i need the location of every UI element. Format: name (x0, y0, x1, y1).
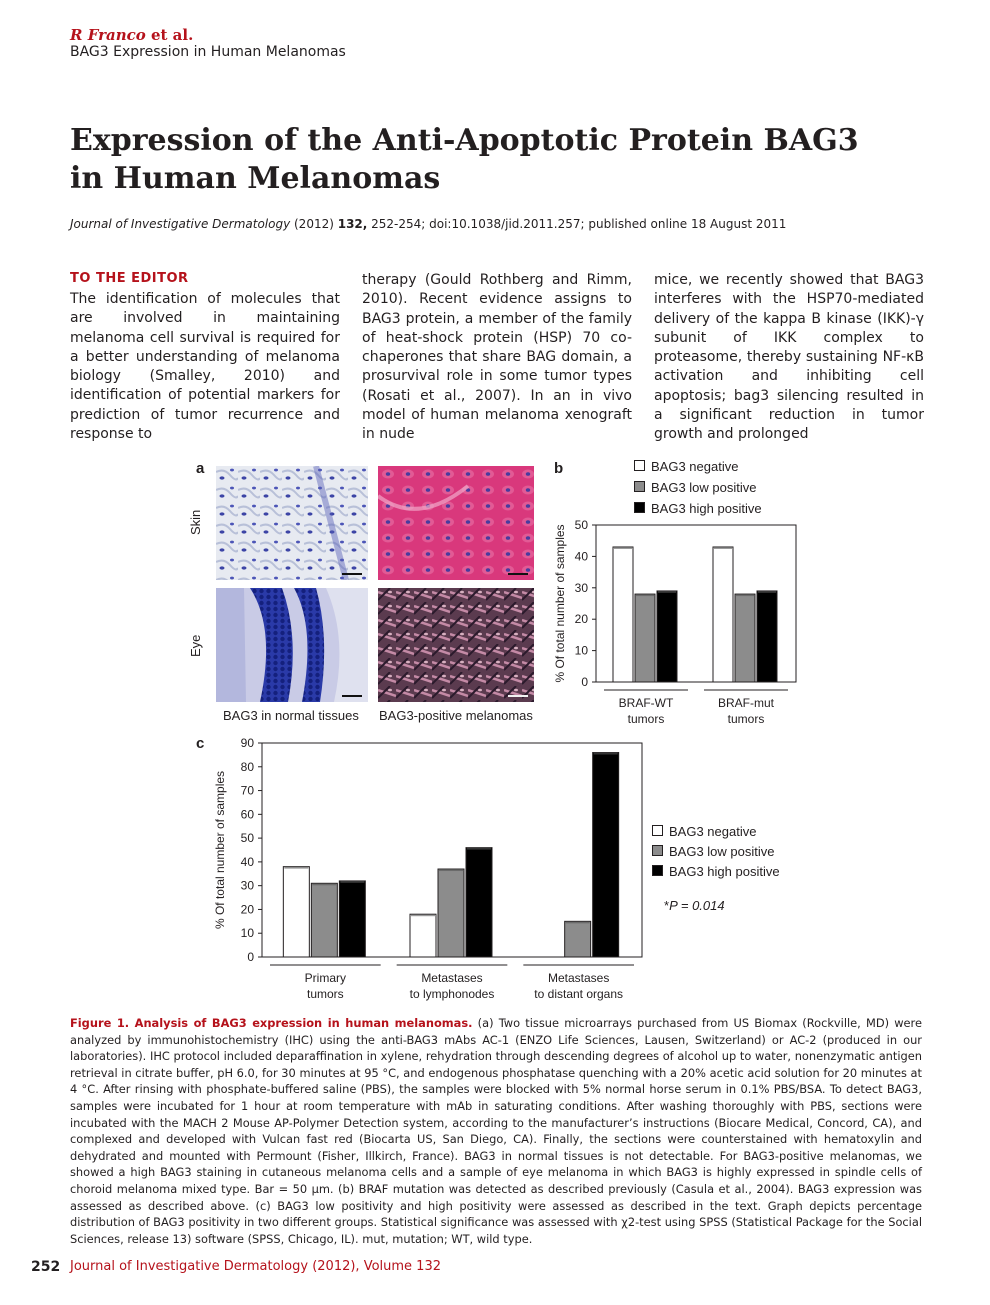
legend-swatch-negative (652, 825, 663, 836)
legend-c-high: BAG3 high positive (652, 864, 780, 879)
bar-top-shade (594, 753, 618, 755)
category-label: BRAF-WT (618, 696, 674, 710)
bar-bag3-high-positive (593, 753, 619, 957)
running-title: BAG3 Expression in Human Melanomas (70, 44, 346, 60)
bar-bag3-low-positive (311, 883, 337, 957)
bar-bag3-low-positive (735, 594, 755, 682)
legend-swatch-low (652, 845, 663, 856)
legend-swatch-negative (634, 460, 645, 471)
y-tick-label: 0 (581, 675, 588, 689)
legend-swatch-high (652, 865, 663, 876)
y-tick-label: 50 (574, 518, 588, 532)
y-tick-label: 0 (247, 950, 254, 964)
citation-volume: 132, (337, 217, 368, 231)
y-tick-label: 60 (240, 807, 254, 822)
panel-b-letter: b (554, 460, 564, 477)
bar-top-shade (658, 591, 676, 593)
y-tick-label: 10 (240, 926, 254, 941)
y-tick-label: 30 (240, 878, 254, 893)
col-label-melanoma: BAG3-positive melanomas (379, 708, 533, 723)
legend-b-high: BAG3 high positive (634, 501, 762, 516)
y-axis-label: % Of total number of samples (553, 524, 567, 683)
legend-b-negative: BAG3 negative (634, 459, 738, 474)
y-tick-label: 30 (574, 580, 588, 595)
caption-text: (a) Two tissue microarrays purchased from US Biomax (Rockville, MD) were analyzed by immunohistochemistry (IHC) using the anti-BAG3 mAbs AC-1 (ENZO Life Sciences, Lausen, Switzerland) or AC-2 (produced in our laboratories). IHC protocol included deparaffination in xylene, rehydration through descending degrees of alcohol up to water, nonenzymatic antigen retrieval in citrate buffer, pH 6.0, for 30 minutes at 95 °C, and endogenous phosphatase quenching with a 20% acetic acid solution for 20 minutes at 4 °C. After rinsing with phosphate-buffered saline (PBS), the samples were blocked with 5% normal horse serum in 0.1% PBS/BSA. To detect BAG3, samples were incubated for 1 hour at room temperature with mAb in saturating conditions. After washing thoroughly with PBS, sections were incubated with the MACH 2 Mouse AP-Polymer Detection system, according to the manufacturer’s instructions (Biocare Medical, Concord, CA), and complexed and developed with Vulcan fast red (Biocarta US, San Diego, CA). Finally, the sections were counterstained with hematoxylin and dehydrated and mounted with Permount (Fisher, Illkirch, France). BAG3 in normal tissues is not detectable. For BAG3-positive melanomas, we showed a high BAG3 staining in cutaneous melanoma cells and a sample of eye melanoma in which BAG3 is highly expressed in spindle cells of choroid melanoma mixed type. Bar = 50 μm. (b) BRAF mutation was detected as described previously (Casula et al., 2004). BAG3 expression was assessed as described above. (c) BAG3 low positivity and high positivity were assessed as described in the text. Graph depicts percentage distribution of BAG3 positivity in two different groups. Statistical significance was assessed with χ2-test using SPSS (Statistical Package for the Social Sciences, release 13) software (SPSS, Chicago, IL). mut, mutation; WT, wild type. (70, 1016, 922, 1246)
citation-journal: Journal of Investigative Dermatology (70, 217, 291, 231)
bar-bag3-high-positive (466, 848, 492, 957)
footer-journal: Journal of Investigative Dermatology (2012), Volume 132 (70, 1259, 441, 1274)
bar-top-shade (758, 591, 776, 593)
body-column-3: mice, we recently showed that BAG3 interferes with the HSP70-mediated delivery of the kappa B kinase (IKK)-γ subunit of IKK complex to proteasome, thereby sustaining NF-κB activation and inhibiting cell apoptosis; bag3 silencing resulted in a significant reduction in tumor growth and prolonged (654, 272, 924, 443)
col-label-normal: BAG3 in normal tissues (223, 708, 359, 723)
micrograph-eye-melanoma (378, 588, 534, 702)
page-number: 252 (31, 1259, 61, 1275)
bar-bag3-negative (613, 547, 633, 682)
micrograph-skin-melanoma (378, 466, 534, 580)
y-tick-label: 70 (240, 783, 254, 798)
bar-bag3-high-positive (339, 881, 365, 957)
bar-bag3-high-positive (757, 591, 777, 682)
y-tick-label: 20 (574, 612, 588, 627)
legend-c-negative: BAG3 negative (652, 824, 756, 839)
legend-b-low: BAG3 low positive (634, 480, 757, 495)
bar-top-shade (566, 921, 590, 923)
bar-top-shade (467, 848, 491, 850)
caption-label: Figure 1. Analysis of BAG3 expression in human melanomas. (70, 1016, 473, 1030)
running-author: R Franco et al. (70, 26, 194, 44)
legend-swatch-low (634, 481, 645, 492)
y-tick-label: 20 (240, 902, 254, 917)
category-label: tumors (727, 712, 765, 726)
y-axis-label: % Of total number of samples (213, 770, 227, 930)
bar-bag3-low-positive (565, 921, 591, 957)
bar-bag3-high-positive (657, 591, 677, 682)
category-label: Metastases (547, 971, 610, 985)
bar-bag3-negative (410, 914, 436, 957)
y-tick-label: 40 (240, 854, 254, 869)
bar-top-shade (636, 594, 654, 596)
category-label: to lymphonodes (409, 987, 495, 1001)
bar-top-shade (312, 883, 336, 885)
category-label: tumors (306, 987, 344, 1001)
bar-top-shade (614, 547, 632, 549)
bar-top-shade (736, 594, 754, 596)
category-label: Metastases (421, 971, 483, 985)
bar-top-shade (284, 867, 308, 869)
panel-c-letter: c (196, 735, 205, 752)
y-tick-label: 50 (240, 831, 254, 846)
article-title: Expression of the Anti-Apoptotic Protein BAG3 in Human Melanomas (70, 123, 859, 196)
chart-b (550, 505, 810, 735)
body-column-2: therapy (Gould Rothberg and Rimm, 2010). Recent evidence assigns to BAG3 protein, a member of the family of heat-shock protein (HSP) 70 co-chaperones that share BAG domain, a prosurvival role in some tumor types (Rosati et al., 2007). In an in vivo model of human melanoma xenograft in nude (362, 272, 632, 443)
chart-c (206, 733, 656, 1008)
row-label-skin: Skin (188, 509, 203, 535)
panel-a-letter: a (196, 460, 205, 477)
category-label: BRAF-mut (717, 696, 775, 710)
row-label-eye: Eye (188, 634, 203, 657)
bar-bag3-negative (283, 867, 309, 957)
citation: Journal of Investigative Dermatology (2012) 132, 252-254; doi:10.1038/jid.2011.257; published online 18 August 2011 (70, 217, 787, 231)
micrograph-eye-normal (216, 588, 368, 702)
bar-top-shade (439, 869, 463, 871)
bar-top-shade (714, 547, 732, 549)
section-heading: TO THE EDITOR (70, 271, 189, 286)
bar-bag3-low-positive (635, 594, 655, 682)
bar-bag3-low-positive (438, 869, 464, 957)
body-column-1: The identification of molecules that are involved in maintaining melanoma cell survival is required for a better understanding of melanoma biology (Smalley, 2010) and identification of potential markers for prediction of tumor recurrence and response to (70, 291, 340, 443)
category-label: tumors (627, 712, 665, 726)
bar-top-shade (411, 914, 435, 916)
bar-bag3-negative (713, 547, 733, 682)
y-tick-label: 80 (240, 759, 254, 774)
bar-top-shade (340, 881, 364, 883)
legend-c-low: BAG3 low positive (652, 844, 775, 859)
micrograph-skin-normal (216, 466, 368, 580)
y-tick-label: 40 (574, 549, 588, 564)
p-value-annotation: *P = 0.014 (664, 898, 725, 913)
figure-caption (70, 1015, 922, 1247)
category-label: Primary (304, 971, 347, 985)
y-tick-label: 10 (574, 643, 588, 658)
category-label: to distant organs (534, 987, 624, 1001)
y-tick-label: 90 (240, 736, 254, 750)
